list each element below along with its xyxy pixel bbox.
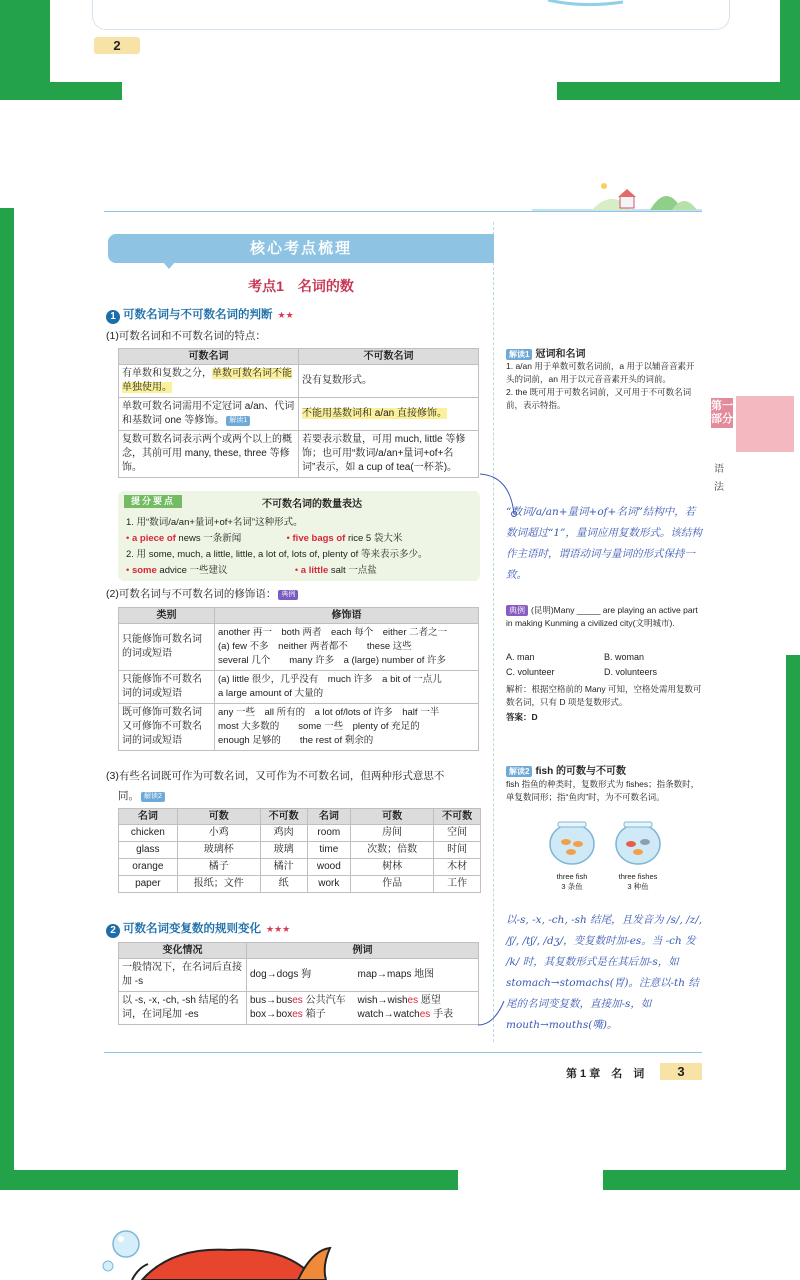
caption-text: 3 种鱼 [627, 882, 649, 891]
tip-badge: 提分要点 [124, 495, 182, 508]
table3-cell: wood [307, 859, 351, 876]
table3-cell: 玻璃杯 [177, 842, 260, 859]
table4-cell [355, 992, 479, 1025]
table3-cell: 工作 [434, 876, 481, 893]
modifier-line: enough 足够的 the rest of 剩余的 [218, 735, 374, 746]
table-row [119, 842, 481, 859]
example-options-row2 [506, 666, 702, 679]
part1-sub1: (1)可数名词和不可数名词的特点： [106, 330, 266, 342]
table1-cell [299, 398, 479, 431]
table-row [119, 671, 479, 704]
tip-text: rice 5 袋大米 [345, 533, 403, 544]
word-meaning: 愿望 [418, 995, 441, 1006]
table2-cell [215, 704, 479, 751]
table-row [119, 959, 479, 992]
table3-cell: 玻璃 [260, 842, 307, 859]
table-modifiers [118, 607, 479, 751]
table3-cell: room [307, 825, 351, 842]
table-row [119, 431, 479, 478]
table-dual-nouns [118, 808, 481, 893]
table3-cell: 报纸；文件 [177, 876, 260, 893]
table2-cell: 既可修饰可数名词又可修饰不可数名词的词或短语 [119, 704, 215, 751]
option-a: A. man [506, 652, 535, 662]
jiedu1-title: 冠词和名词 [535, 349, 586, 360]
tip-line-4: • some advice 一些建议 • a little salt 一点盐 [126, 565, 377, 576]
part1-title: 可数名词与不可数名词的判断 [123, 309, 273, 321]
example-question-text: (昆明)Many _____ are playing an active part in making Kunming a civilized city(文明城市). [506, 605, 698, 628]
tip-line-2: • a piece of news 一条新闻 • five bags of rice 5 袋大米 [126, 533, 403, 544]
table3-cell: 时间 [434, 842, 481, 859]
top-rule [104, 211, 702, 212]
tip-line-3: 2. 用 some, much, a little, little, a lot of, lots of, plenty of 等来表示多少。 [126, 549, 428, 560]
banner-notch [163, 262, 175, 269]
fish-bowl-icon [548, 820, 596, 866]
example-word [358, 994, 476, 1008]
tip-text: news 一条新闻 [175, 533, 242, 544]
table-row [119, 859, 481, 876]
table-countable-features [118, 348, 479, 478]
example-word [250, 994, 352, 1008]
part1-sub3a: (3)有些名词既可作为可数名词，又可作为不可数名词，但两种形式意思不 [106, 770, 445, 782]
fish-caption-2 [608, 872, 668, 892]
part2-stars: ★★★ [266, 924, 291, 934]
sub3b-text: 同。 [118, 790, 139, 802]
tip-line-1: 1. 用“数词/a/an+量词+of+名词”这种形式。 [126, 517, 303, 528]
part2-number: 2 [106, 924, 120, 938]
word-stem: watch→watch [357, 1009, 420, 1020]
jiedu2-text: fish 指鱼的种类时，复数形式为 fishes；指条数时，单复数同形；指“鱼肉”时，为不可数名词。 [506, 779, 700, 802]
example-options-row1 [506, 651, 702, 664]
table4-cell: 一般情况下，在名词后直接加 -s [119, 959, 247, 992]
jiedu2-badge: 解读2 [506, 766, 532, 777]
tip-red-text: a piece of [131, 533, 176, 544]
table-plural-rules [118, 942, 479, 1025]
jiedu1-badge: 解读1 [506, 349, 532, 360]
modifier-line: most 大多数的 some 一些 plenty of 充足的 [218, 721, 420, 732]
example-question [506, 604, 702, 630]
modifier-line: a large amount of 大量的 [218, 688, 324, 699]
table1-cell [119, 398, 299, 431]
jiedu1-heading [506, 345, 585, 360]
table-row [119, 876, 481, 893]
table3-cell: time [307, 842, 351, 859]
caption-text: 3 条鱼 [561, 882, 583, 891]
word-suffix: es [292, 1009, 303, 1020]
table1-cell: 复数可数名词表示两个或两个以上的概念，其前可用 many, these, three 等修饰。 [119, 431, 299, 478]
table2-cell: 只能修饰可数名词的词或短语 [119, 624, 215, 671]
tip-red-text: a little [300, 565, 329, 576]
word-stem: box→box [250, 1009, 293, 1020]
part1-sub3b [118, 788, 165, 803]
previous-page-number: 2 [94, 37, 140, 54]
table3-cell: paper [119, 876, 178, 893]
jiedu2-title: fish 的可数与不可数 [535, 766, 627, 777]
table4-header: 变化情况 [119, 943, 247, 959]
table1-cell [119, 365, 299, 398]
fish-bowl-icon [614, 820, 662, 866]
table3-cell: 橘子 [177, 859, 260, 876]
table-row [119, 992, 479, 1025]
caption-text: three fish [556, 872, 588, 881]
table-row [119, 365, 479, 398]
landscape-illustration [532, 178, 702, 212]
part1-stars: ★★ [277, 310, 294, 320]
word-stem: wish→wish [357, 995, 408, 1006]
table4-cell: dog→dogs 狗 [247, 959, 355, 992]
table3-cell: 作品 [351, 876, 434, 893]
modifier-line: (a) little 很少，几乎没有 much 许多 a bit of 一点儿 [218, 674, 442, 685]
table2-cell [215, 671, 479, 704]
side-tab-sub: 法 [714, 482, 724, 493]
mascot-illustration [102, 1228, 342, 1280]
table-row [119, 704, 479, 751]
table3-cell: 树林 [351, 859, 434, 876]
table3-header: 可数 [177, 809, 260, 825]
table3-cell: glass [119, 842, 178, 859]
previous-page-box [92, 0, 730, 30]
jiedu2-heading [506, 762, 626, 777]
modifier-line: (a) few 不多 neither 两者都不 these 这些 [218, 641, 412, 652]
table2-header: 修饰语 [215, 608, 479, 624]
part2-heading [106, 920, 290, 938]
highlight-text: 不能用基数词和 a/an 直接修饰。 [302, 408, 448, 419]
table-row [119, 624, 479, 671]
table3-header: 名词 [307, 809, 351, 825]
fish-caption-1 [542, 872, 602, 892]
cell-text: 有单数和复数之分， [122, 368, 212, 379]
option-c: C. volunteer [506, 667, 555, 677]
table-row [119, 398, 479, 431]
table3-cell: 木材 [434, 859, 481, 876]
table3-cell: 空间 [434, 825, 481, 842]
word-meaning: 公共汽车 [302, 995, 346, 1006]
option-b: B. woman [604, 652, 645, 662]
highlight-text: 单数可数名词不能单独使用。 [122, 368, 292, 393]
kaodian-title: 考点1 名词的数 [248, 278, 354, 294]
green-frame-bottom-right [603, 1168, 800, 1190]
table3-header: 可数 [351, 809, 434, 825]
example-word [250, 1008, 352, 1022]
jiedu1-text: 1. a/an 用于单数可数名词前，a 用于以辅音音素开头的词前，an 用于以元音音素开头的词前。 2. the 既可用于可数名词前，又可用于不可数名词前，表示特指。 [506, 361, 695, 410]
tip-red-text: five bags of [292, 533, 346, 544]
table1-header: 可数名词 [119, 349, 299, 365]
table3-cell: 小鸡 [177, 825, 260, 842]
handwritten-note-1: “数词/a/an+量词+of+名词”结构中，若数词超过“1”，量词应用复数形式。该结构作主语时，谓语动词与量词的形式保持一致。 [506, 506, 702, 581]
table3-cell: 纸 [260, 876, 307, 893]
bottom-rule [104, 1052, 702, 1053]
side-tab-sub: 语 [714, 464, 724, 475]
side-tab-label: 第一部分 [711, 398, 733, 428]
modifier-line: several 几个 many 许多 a (large) number of 许多 [218, 655, 447, 666]
tip-red-text: some [131, 565, 157, 576]
cell-text: 单数可数名词需用不定冠词 a/an、代词和基数词 one 等修饰。 [122, 401, 295, 426]
table4-header: 例词 [247, 943, 479, 959]
table-row [119, 825, 481, 842]
annotation-arrow [474, 995, 510, 1031]
word-suffix: es [419, 1009, 431, 1020]
tip-text: salt 一点盐 [328, 565, 377, 576]
footer-chapter: 第 1 章 名 词 [566, 1068, 645, 1080]
table3-header: 不可数 [434, 809, 481, 825]
column-divider [493, 222, 494, 1042]
table3-cell: chicken [119, 825, 178, 842]
word-meaning: 手表 [430, 1009, 454, 1020]
part2-title: 可数名词变复数的规则变化 [123, 923, 261, 935]
example-analysis: 解析：根据空格前的 Many 可知，空格处需用复数可数名词，只有 D 项是复数形式。 [506, 684, 702, 707]
table4-cell [247, 992, 355, 1025]
table1-cell: 若要表示数量，可用 much, little 等修饰；也可用“数词/a/an+量词+of+名词”表示，如 a cup of tea(一杯茶)。 [299, 431, 479, 478]
table1-header: 不可数名词 [299, 349, 479, 365]
green-frame-bottom-left [0, 1168, 458, 1190]
word-stem: bus→bus [250, 995, 293, 1006]
prev-page-decoration [93, 0, 731, 30]
modifier-line: any 一些 all 所有的 a lot of/lots of 许多 half 一半 [218, 707, 440, 718]
jiedu-tag: 解读2 [141, 792, 165, 802]
word-meaning: 箱子 [302, 1009, 326, 1020]
part1-heading [106, 306, 294, 324]
word-suffix: es [407, 995, 419, 1006]
example-badge: 典例 [506, 605, 528, 616]
word-suffix: es [292, 995, 303, 1006]
tip-text: advice 一些建议 [156, 565, 228, 576]
table3-cell: 橘汁 [260, 859, 307, 876]
caption-text: three fishes [618, 872, 658, 881]
part1-number: 1 [106, 310, 120, 324]
side-tab [736, 396, 794, 452]
tip-title: 不可数名词的数量表达 [262, 499, 362, 510]
modifier-line: another 再一 both 两者 each 每个 either 二者之一 [218, 627, 448, 638]
table2-cell [215, 624, 479, 671]
table3-cell: orange [119, 859, 178, 876]
example-answer: 答案：D [506, 712, 538, 722]
table2-header: 类别 [119, 608, 215, 624]
table2-cell: 只能修饰不可数名词的词或短语 [119, 671, 215, 704]
table3-header: 不可数 [260, 809, 307, 825]
table3-cell: work [307, 876, 351, 893]
table4-cell: 以 -s, -x, -ch, -sh 结尾的名词，在词尾加 -es [119, 992, 247, 1025]
section-banner: 核心考点梳理 [108, 234, 494, 263]
jiedu-tag: 解读1 [226, 416, 250, 426]
table4-cell: map→maps 地图 [355, 959, 479, 992]
option-d: D. volunteers [604, 667, 658, 677]
table3-cell: 次数；倍数 [351, 842, 434, 859]
table1-cell: 没有复数形式。 [299, 365, 479, 398]
footer-page-number: 3 [660, 1063, 702, 1080]
part1-sub2 [106, 586, 298, 601]
sub2-text: (2)可数名词与不可数名词的修饰语： [106, 588, 277, 600]
example-word [358, 1008, 476, 1022]
table3-header: 名词 [119, 809, 178, 825]
example-tag: 典例 [278, 590, 298, 600]
table3-cell: 鸡肉 [260, 825, 307, 842]
table3-cell: 房间 [351, 825, 434, 842]
handwritten-note-2: 以-s, -x, -ch, -sh 结尾，且发音为 /s/, /z/, /ʃ/, /tʃ/, /dʒ/，变复数时加-es。当 -ch 发 /k/ 时，其复数形式是在其后加-s，如 stomach→stomachs(胃)。注意以-th 结尾的名词变复数，直接加-s，如 mouth→mouths(嘴)。 [506, 914, 703, 1031]
